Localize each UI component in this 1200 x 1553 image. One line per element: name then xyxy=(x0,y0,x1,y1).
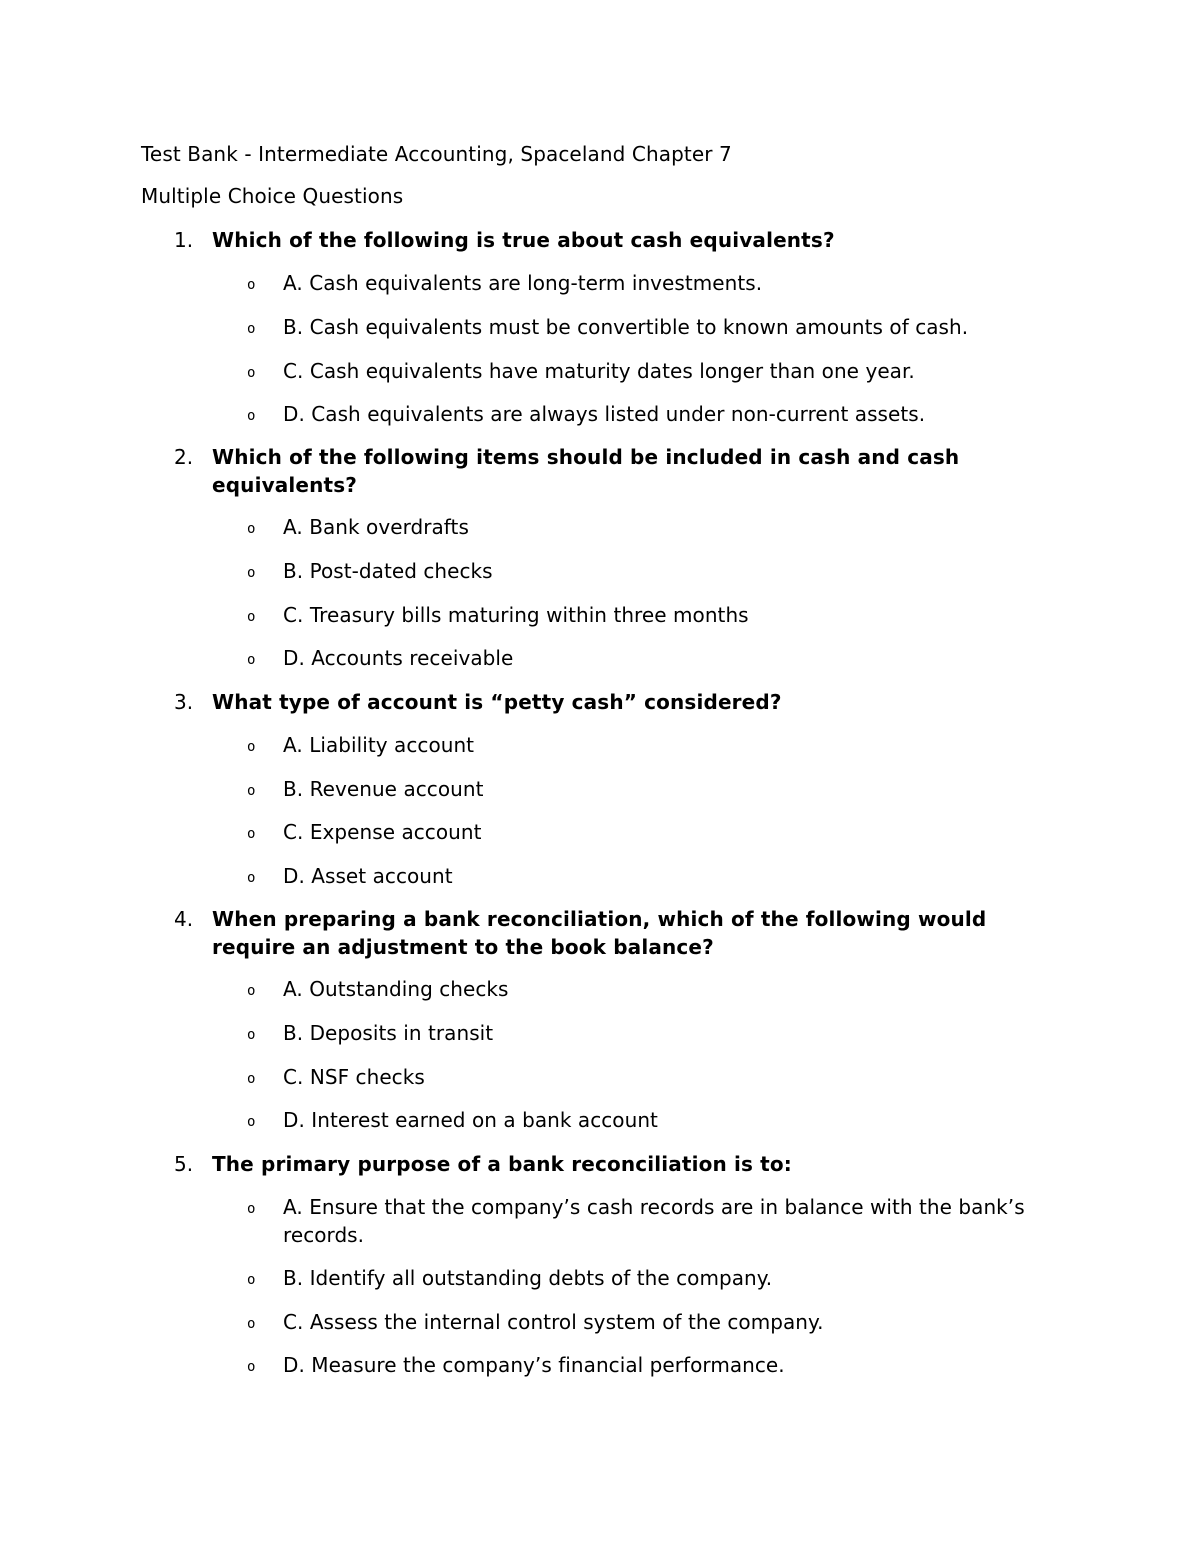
option-bullet-icon: o xyxy=(247,739,256,755)
option-text: D. Interest earned on a bank account xyxy=(283,1108,658,1132)
option-text: B. Revenue account xyxy=(283,777,484,801)
option-text: B. Post-dated checks xyxy=(283,559,493,583)
option-bullet-icon: o xyxy=(247,1027,256,1043)
question-number: 4. xyxy=(174,907,194,931)
option-text: D. Asset account xyxy=(283,864,453,888)
option-bullet-icon: o xyxy=(247,826,256,842)
option-text: C. Assess the internal control system of the company. xyxy=(283,1310,824,1334)
option-bullet-icon: o xyxy=(247,983,256,999)
option-bullet-icon: o xyxy=(247,1359,256,1375)
option-bullet-icon: o xyxy=(247,365,256,381)
option-bullet-icon: o xyxy=(247,870,256,886)
question-number: 1. xyxy=(174,228,194,252)
option-text: A. Liability account xyxy=(283,733,475,757)
option-text: B. Cash equivalents must be convertible to known amounts of cash. xyxy=(283,315,969,339)
question-number: 3. xyxy=(174,690,194,714)
question-text: Which of the following items should be included in cash and cash equivalents? xyxy=(212,445,960,497)
option-bullet-icon: o xyxy=(247,609,256,625)
option-text: C. Treasury bills maturing within three months xyxy=(283,603,749,627)
document-title: Test Bank - Intermediate Accounting, Spaceland Chapter 7 xyxy=(141,142,732,166)
option-bullet-icon: o xyxy=(247,1272,256,1288)
option-bullet-icon: o xyxy=(247,1114,256,1130)
question-number: 2. xyxy=(174,445,194,469)
option-bullet-icon: o xyxy=(247,408,256,424)
question-number: 5. xyxy=(174,1152,194,1176)
option-text: A. Outstanding checks xyxy=(283,977,509,1001)
option-bullet-icon: o xyxy=(247,565,256,581)
option-text: B. Identify all outstanding debts of the company. xyxy=(283,1266,773,1290)
option-text: A. Cash equivalents are long-term investments. xyxy=(283,271,763,295)
option-bullet-icon: o xyxy=(247,321,256,337)
option-text: A. Ensure that the company’s cash records are in balance with the bank’s records. xyxy=(283,1195,1025,1247)
question-text: Which of the following is true about cash equivalents? xyxy=(212,228,835,252)
option-text: B. Deposits in transit xyxy=(283,1021,494,1045)
option-text: A. Bank overdrafts xyxy=(283,515,469,539)
question-text: When preparing a bank reconciliation, which of the following would require an adjustment to the book balance? xyxy=(212,907,987,959)
option-bullet-icon: o xyxy=(247,521,256,537)
option-text: D. Accounts receivable xyxy=(283,646,514,670)
question-text: The primary purpose of a bank reconciliation is to: xyxy=(212,1152,792,1176)
option-text: C. Cash equivalents have maturity dates longer than one year. xyxy=(283,359,915,383)
option-bullet-icon: o xyxy=(247,783,256,799)
option-bullet-icon: o xyxy=(247,1071,256,1087)
option-text: C. NSF checks xyxy=(283,1065,425,1089)
option-bullet-icon: o xyxy=(247,1201,256,1217)
section-heading: Multiple Choice Questions xyxy=(141,184,404,208)
option-bullet-icon: o xyxy=(247,1316,256,1332)
question-text: What type of account is “petty cash” considered? xyxy=(212,690,782,714)
option-text: C. Expense account xyxy=(283,820,482,844)
option-bullet-icon: o xyxy=(247,277,256,293)
option-text: D. Measure the company’s financial performance. xyxy=(283,1353,785,1377)
option-text: D. Cash equivalents are always listed under non-current assets. xyxy=(283,402,926,426)
option-bullet-icon: o xyxy=(247,652,256,668)
